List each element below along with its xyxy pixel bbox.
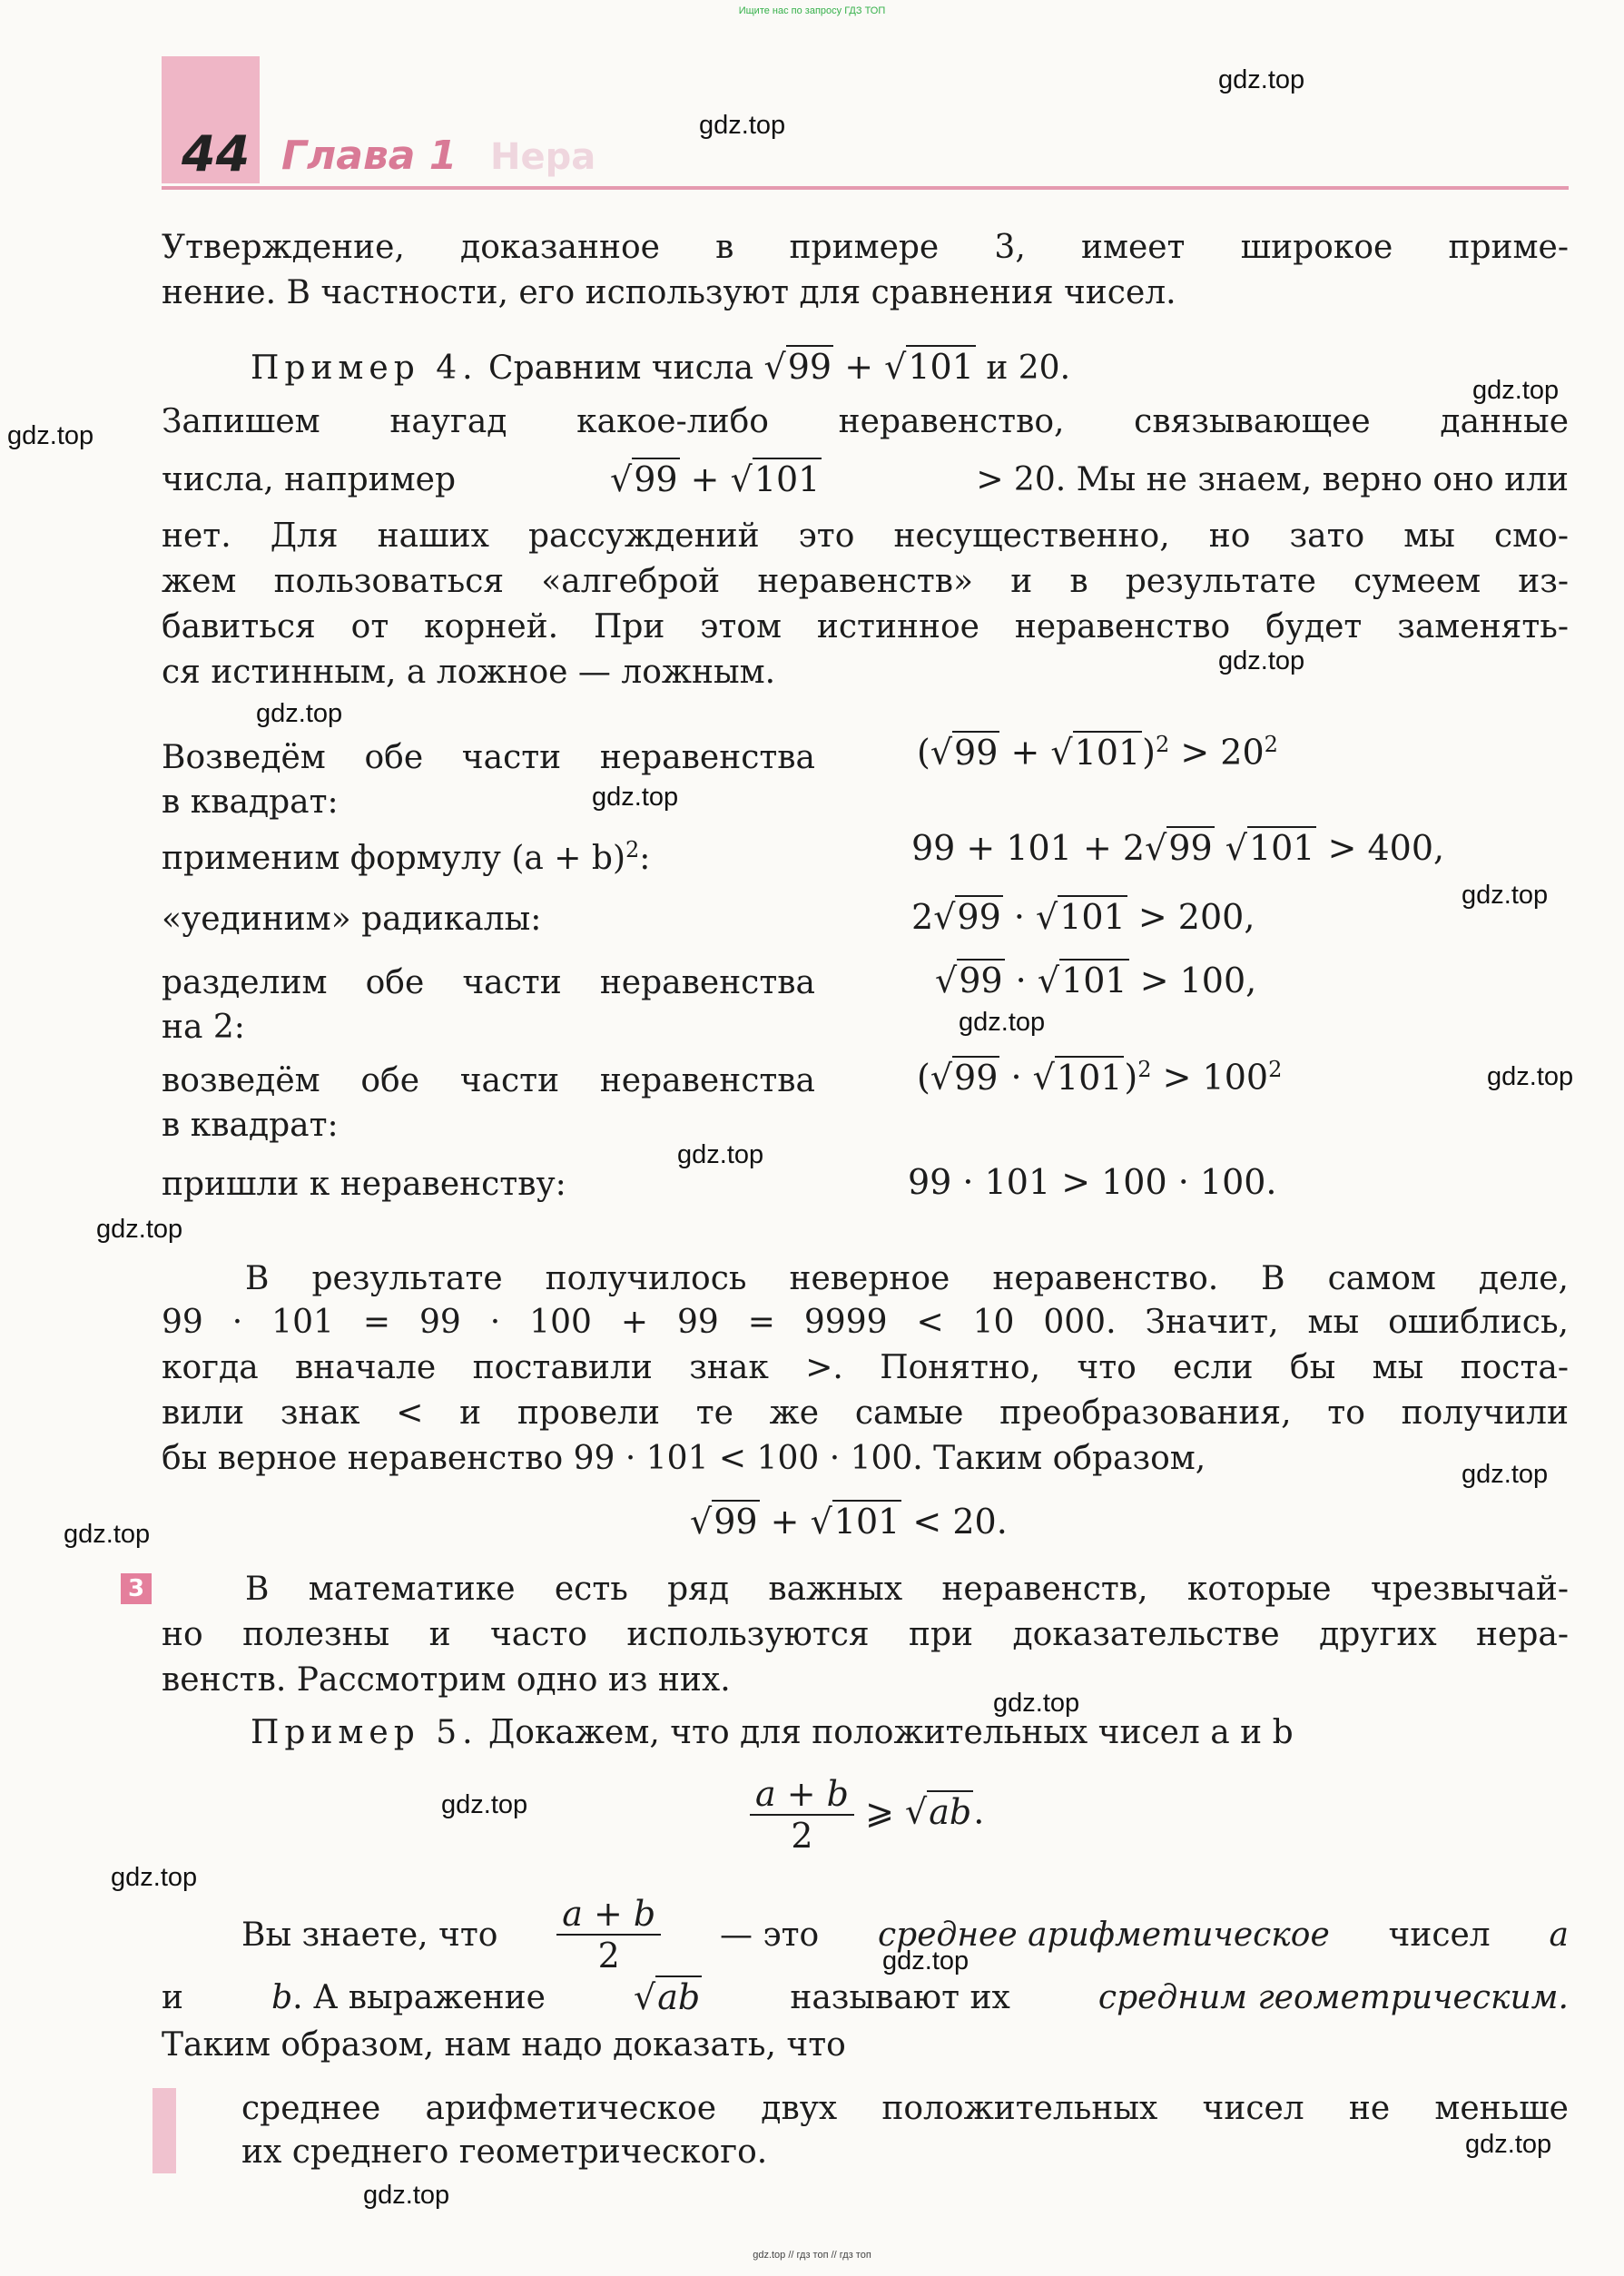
- watermark: gdz.top: [111, 1863, 198, 1892]
- para2-line4: жем пользоваться «алгеброй неравенств» и в результате сумеем из-: [162, 563, 1569, 600]
- para5-line3: Таким образом, нам надо доказать, что: [162, 2026, 846, 2064]
- para3-line5: бы верное неравенство 99 · 101 < 100 · 100. Таким образом,: [162, 1440, 1206, 1477]
- bleed-through-text: Нера: [490, 136, 596, 178]
- para2-line5: бавиться от корней. При этом истинное неравенство будет заменять-: [162, 608, 1569, 645]
- watermark: gdz.top: [1462, 881, 1549, 910]
- statement-marker: [153, 2088, 176, 2173]
- para4-line1: В математике есть ряд важных неравенств, которые чрезвычай-: [245, 1571, 1569, 1608]
- example4-heading: Пример 4. Сравним числа √99 + √101 и 20.: [251, 347, 1071, 387]
- step1-math: $(√99 + √101)^2 > 20^2$: [917, 732, 1278, 773]
- example5-label: Пример 5.: [251, 1714, 478, 1751]
- step3-math: 2√99 · √101 > 200,: [911, 897, 1255, 937]
- para2-line1: Запишем наугад какое-либо неравенство, связывающее данные: [162, 403, 1569, 440]
- para1-line2: нение. В частности, его используют для сравнения чисел.: [162, 274, 1176, 311]
- watermark: gdz.top: [441, 1790, 528, 1819]
- step6-math: 99 · 101 > 100 · 100.: [908, 1162, 1277, 1202]
- para5-line1: Вы знаете, что $\frac{a + b}{2}$ — это среднее арифметическое чисел a: [241, 1894, 1569, 1975]
- watermark: gdz.top: [993, 1689, 1080, 1718]
- conclusion-math: √99 + √101 < 20.: [690, 1502, 1008, 1542]
- example4-label: Пример 4.: [251, 350, 478, 387]
- step1-label: Возведём обе части неравенства в квадрат:: [162, 739, 815, 821]
- step2-math: 99 + 101 + 2√99 √101 > 400,: [911, 828, 1445, 868]
- para5-line2: и b. А выражение √ab называют их средним геометрическим.: [162, 1977, 1569, 2017]
- site-note-bottom: gdz.top // гдз топ // гдз топ: [753, 2250, 871, 2261]
- step4-math: √99 · √101 > 100,: [935, 961, 1257, 1000]
- watermark: gdz.top: [1218, 65, 1305, 94]
- step2-label: применим формулу $(a + b)^2$:: [162, 837, 651, 877]
- watermark: gdz.top: [699, 111, 786, 140]
- watermark: gdz.top: [592, 783, 679, 812]
- watermark: gdz.top: [1472, 376, 1560, 405]
- statement-line1: среднее арифметическое двух положительных чисел не меньше: [241, 2090, 1569, 2127]
- step3-label: «уединим» радикалы:: [162, 901, 542, 938]
- watermark: gdz.top: [1465, 2130, 1552, 2159]
- chapter-title: Глава 1: [281, 133, 458, 179]
- watermark: gdz.top: [1218, 646, 1305, 675]
- example5-inequality: $\frac{a + b}{2}$ ⩾ √ab.: [750, 1774, 984, 1856]
- para4-line3: венств. Рассмотрим одно из них.: [162, 1661, 731, 1699]
- watermark: gdz.top: [363, 2181, 450, 2210]
- page-number: 44: [182, 125, 251, 182]
- step5-label: возведём обе части неравенства в квадрат:: [162, 1062, 815, 1144]
- site-note-top: Ищите нас по запросу ГДЗ ТОП: [738, 5, 886, 16]
- para1-line1: Утверждение, доказанное в примере 3, имеет широкое приме-: [162, 229, 1569, 266]
- header-rule: [162, 186, 1569, 190]
- para4-line2: но полезны и часто используются при доказательстве других нера-: [162, 1616, 1569, 1653]
- para3-line3: когда вначале поставили знак >. Понятно, что если бы мы поста-: [162, 1349, 1569, 1386]
- para3-line4: вили знак < и провели те же самые преобразования, то получили: [162, 1394, 1569, 1432]
- para3-line1: В результате получилось неверное неравенство. В самом деле,: [245, 1260, 1569, 1297]
- para2-line2: числа, например √99 + √101 > 20. Мы не знаем, верно оно или: [162, 459, 1569, 499]
- watermark: gdz.top: [96, 1215, 183, 1244]
- step6-label: пришли к неравенству:: [162, 1166, 566, 1203]
- watermark: gdz.top: [7, 421, 94, 450]
- para2-line6: ся истинным, а ложное — ложным.: [162, 654, 776, 691]
- watermark: gdz.top: [1462, 1460, 1549, 1489]
- watermark: gdz.top: [1487, 1062, 1574, 1091]
- watermark: gdz.top: [882, 1946, 969, 1975]
- para2-line3: нет. Для наших рассуждений это несущественно, но зато мы смо-: [162, 517, 1569, 555]
- watermark: gdz.top: [959, 1008, 1046, 1037]
- watermark: gdz.top: [256, 699, 343, 728]
- section-marker: 3: [121, 1573, 152, 1604]
- step5-math: $(√99 \cdot √101)^2 > 100^2$: [917, 1057, 1283, 1098]
- watermark: gdz.top: [64, 1520, 151, 1549]
- watermark: gdz.top: [677, 1140, 764, 1169]
- para3-line2: 99 · 101 = 99 · 100 + 99 = 9999 < 10 000. Значит, мы ошиблись,: [162, 1304, 1569, 1341]
- example5-heading: Пример 5. Докажем, что для положительных чисел a и b: [251, 1714, 1294, 1751]
- step4-label: разделим обе части неравенства на 2:: [162, 964, 815, 1046]
- statement-line2: их среднего геометрического.: [241, 2133, 768, 2171]
